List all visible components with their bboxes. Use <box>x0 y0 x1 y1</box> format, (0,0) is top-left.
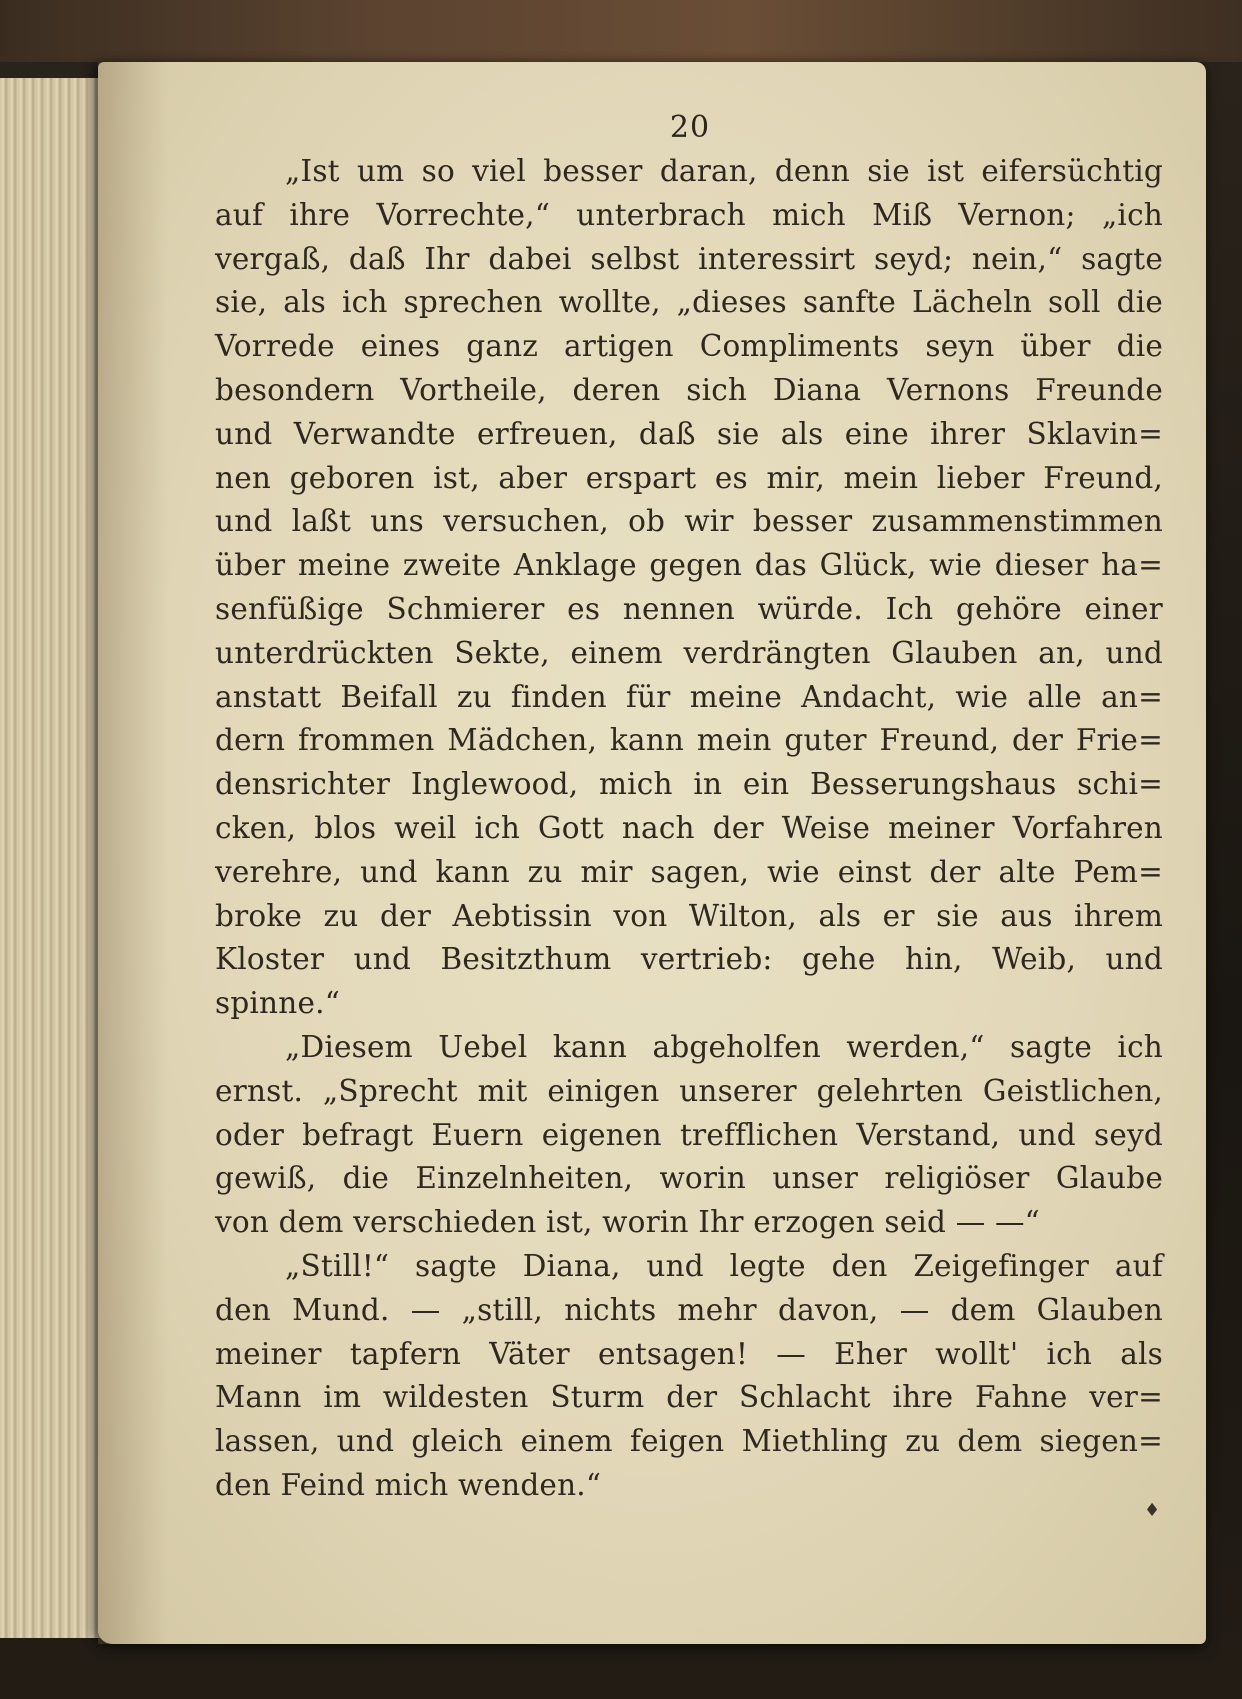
page-text <box>215 150 1163 1508</box>
text-line-content: „Diesem Uebel kann abgeholfen werden,“ sagte ich <box>285 1029 1163 1064</box>
text-line <box>215 807 1163 851</box>
text-line-content: über meine zweite Anklage gegen das Glück, wie dieser ha= <box>215 548 1163 583</box>
text-line-content: besondern Vortheile, deren sich Diana Vernons Freunde <box>215 372 1163 407</box>
text-line-content: Kloster und Besitzthum vertrieb: gehe hin, Weib, und <box>215 942 1163 977</box>
text-line <box>215 1464 1163 1508</box>
text-line-content: und Verwandte erfreuen, daß sie als eine ihrer Sklavin= <box>215 416 1163 451</box>
text-line-content: senfüßige Schmierer es nennen würde. Ich gehöre einer <box>215 591 1163 626</box>
text-line <box>215 851 1163 895</box>
text-line <box>215 763 1163 807</box>
text-line <box>215 544 1163 588</box>
text-line <box>215 1201 1163 1245</box>
text-line-content: verehre, und kann zu mir sagen, wie einst der alte Pem= <box>215 854 1163 889</box>
text-line-content: broke zu der Aebtissin von Wilton, als er sie aus ihrem <box>215 898 1163 933</box>
text-line-content: „Ist um so viel besser daran, denn sie ist eifersüchtig <box>285 154 1163 188</box>
text-line <box>215 413 1163 457</box>
text-line-content: Mann im wildesten Sturm der Schlacht ihre Fahne ver= <box>215 1380 1163 1415</box>
text-line <box>215 895 1163 939</box>
page-stack-edge <box>0 78 112 1638</box>
text-line <box>215 238 1163 282</box>
text-line-content: gewiß, die Einzelnheiten, worin unser religiöser Glaube <box>215 1161 1163 1196</box>
text-line <box>215 1157 1163 1201</box>
text-line <box>215 500 1163 544</box>
text-line <box>215 1245 1163 1289</box>
text-line <box>215 588 1163 632</box>
text-line <box>215 1070 1163 1114</box>
text-line-content: densrichter Inglewood, mich in ein Besserungshaus schi= <box>215 767 1163 802</box>
text-line-content: cken, blos weil ich Gott nach der Weise meiner Vorfahren <box>215 810 1163 845</box>
text-line <box>215 1376 1163 1420</box>
text-line <box>215 1333 1163 1377</box>
text-line <box>215 1026 1163 1070</box>
text-line <box>215 1420 1163 1464</box>
ink-dot: ♦ <box>1144 1500 1161 1521</box>
text-line-content: von dem verschieden ist, worin Ihr erzogen seid — —“ <box>215 1205 1040 1240</box>
text-line-content: lassen, und gleich einem feigen Miethling zu dem siegen= <box>215 1424 1163 1459</box>
cover-top-edge <box>0 0 1242 62</box>
text-line-content: dern frommen Mädchen, kann mein guter Freund, der Frie= <box>215 723 1163 758</box>
text-line-content: ernst. „Sprecht mit einigen unserer gelehrten Geistlichen, <box>215 1073 1163 1108</box>
text-line-content: „Still!“ sagte Diana, und legte den Zeigefinger auf <box>285 1248 1163 1283</box>
text-line-content: Vorrede eines ganz artigen Compliments seyn über die <box>215 329 1163 364</box>
text-line <box>215 632 1163 676</box>
text-line-content: spinne.“ <box>215 986 340 1021</box>
text-line <box>215 150 1163 194</box>
text-line <box>215 369 1163 413</box>
text-line-content: unterdrückten Sekte, einem verdrängten Glauben an, und <box>215 635 1163 670</box>
text-line <box>215 1114 1163 1158</box>
text-line <box>215 281 1163 325</box>
text-line-content: vergaß, daß Ihr dabei selbst interessirt seyd; nein,“ sagte <box>215 241 1163 276</box>
page-number: 20 <box>669 110 711 145</box>
text-line-content: sie, als ich sprechen wollte, „dieses sanfte Lächeln soll die <box>215 285 1163 320</box>
text-line-content: auf ihre Vorrechte,“ unterbrach mich Miß Vernon; „ich <box>215 197 1163 232</box>
text-line-content: meiner tapfern Väter entsagen! — Eher wollt' ich als <box>215 1336 1163 1371</box>
text-line <box>215 194 1163 238</box>
text-line <box>215 1289 1163 1333</box>
text-line-content: den Mund. — „still, nichts mehr davon, — dem Glauben <box>215 1292 1163 1327</box>
text-line-content: den Feind mich wenden.“ <box>215 1467 602 1502</box>
text-line-content: anstatt Beifall zu finden für meine Andacht, wie alle an= <box>215 679 1163 714</box>
text-line <box>215 938 1163 982</box>
text-line <box>215 676 1163 720</box>
text-line <box>215 457 1163 501</box>
text-line-content: nen geboren ist, aber erspart es mir, mein lieber Freund, <box>215 460 1163 495</box>
text-line <box>215 719 1163 763</box>
text-line <box>215 982 1163 1026</box>
text-line <box>215 325 1163 369</box>
text-line-content: und laßt uns versuchen, ob wir besser zusammenstimmen <box>215 504 1163 539</box>
text-line-content: oder befragt Euern eigenen trefflichen Verstand, und seyd <box>215 1117 1163 1152</box>
